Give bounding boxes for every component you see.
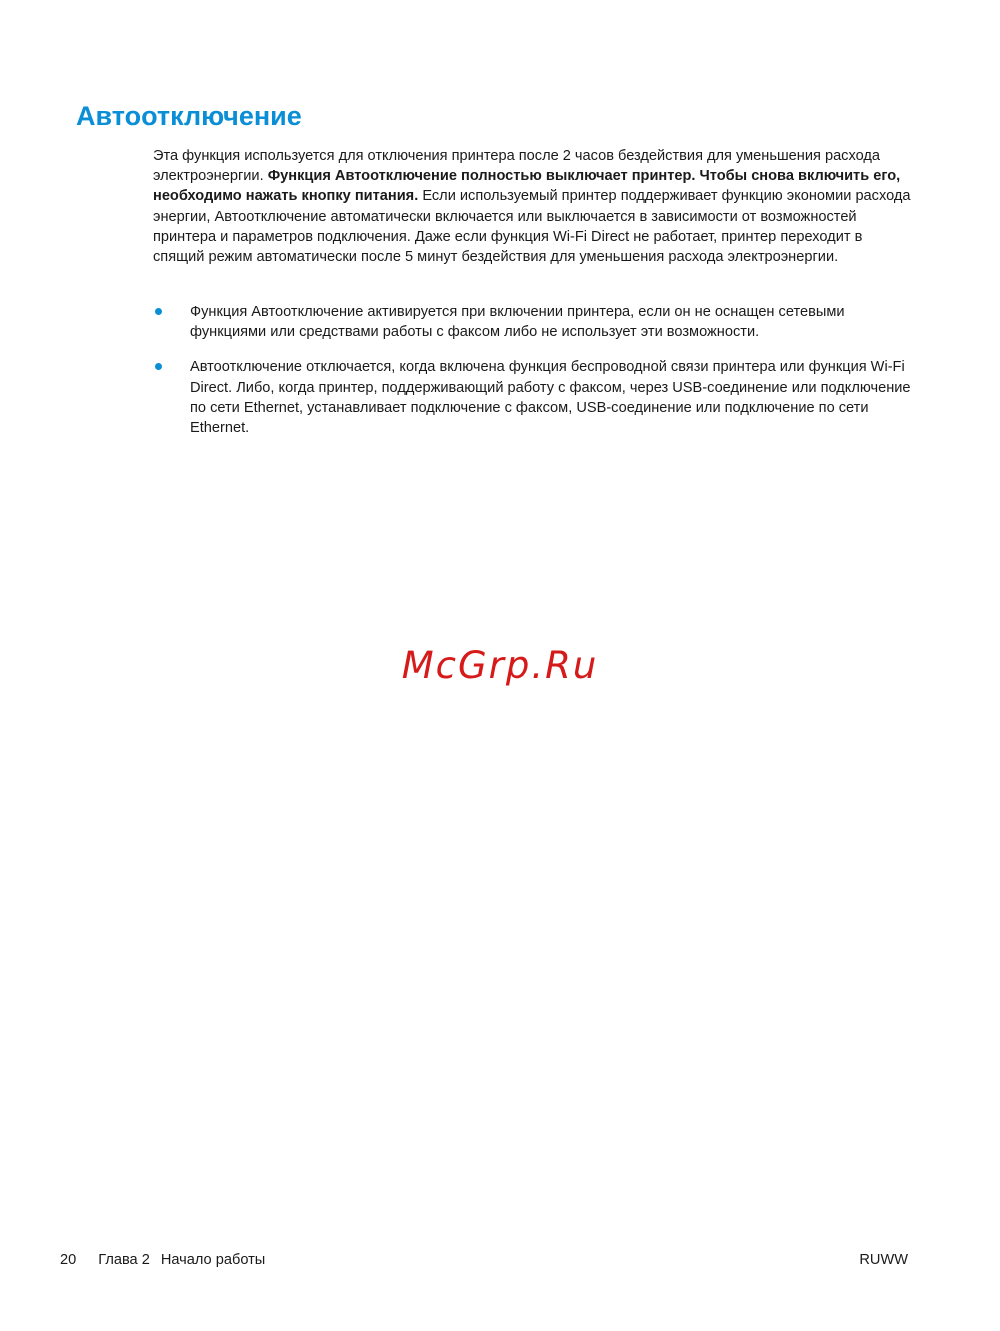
page-number: 20 [60, 1252, 77, 1268]
bullet-list [153, 302, 913, 453]
section-heading: Автоотключение [76, 101, 302, 131]
footer-locale-code: RUWW [859, 1252, 908, 1268]
list-item-text: Функция Автоотключение активируется при включении принтера, если он не оснащен сетевыми функциями или средствами работы с факсом либо не использует эти возможности. [190, 304, 845, 341]
bullet-icon [155, 308, 162, 315]
list-item [153, 357, 913, 438]
footer-left [60, 1250, 265, 1270]
intro-paragraph [153, 146, 913, 267]
list-item-text: Автоотключение отключается, когда включена функция беспроводной связи принтера или функция Wi-Fi Direct. Либо, когда принтер, поддерживающий работу с факсом, через USB-соединение или подключение по сети Ethernet, устанавливает подключение с факсом, USB-соединение или подключение по сети Ethernet. [190, 359, 911, 437]
bullet-icon [155, 363, 162, 370]
chapter-label: Глава 2 [98, 1252, 150, 1268]
intro-text-start: Эта функция используется для отключения принтера после 2 часов бездействия для уменьшения расхода электроэнергии. [153, 148, 881, 185]
chapter-title: Начало работы [160, 1252, 266, 1268]
intro-bold-warning: Функция Автоотключение полностью выключает принтер. Чтобы снова включить его, необходимо нажать кнопку питания. [153, 168, 901, 205]
list-item [153, 302, 913, 342]
intro-text-end: Если используемый принтер поддерживает функцию экономии расхода энергии, Автоотключение автоматически включается или выключается в зависимости от возможностей принтера и параметров подключения. Даже если функция Wi-Fi Direct не работает, принтер переходит в спящий режим автоматически после 5 минут бездействия для уменьшения расхода электроэнергии. [153, 188, 911, 266]
watermark: McGrp.Ru [401, 644, 599, 687]
